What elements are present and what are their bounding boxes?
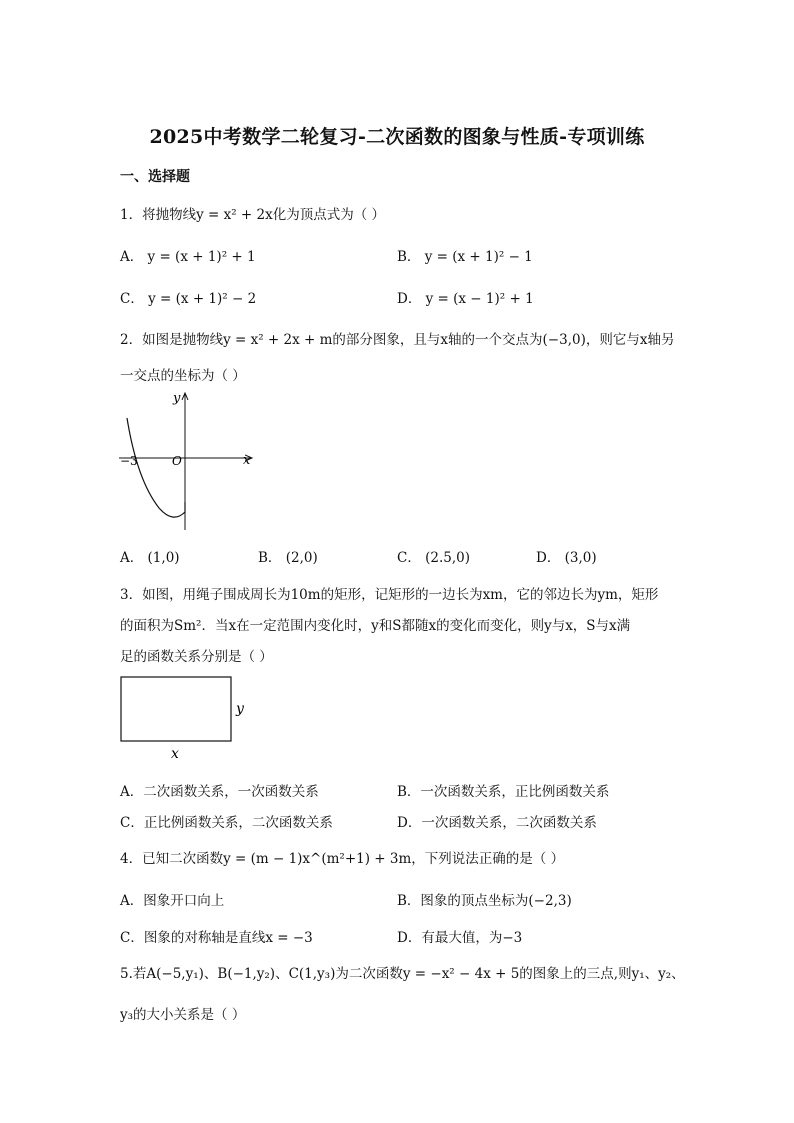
q4-option-d: D．有最大值，为−3 bbox=[397, 930, 523, 946]
q3-option-b: B．一次函数关系，正比例函数关系 bbox=[397, 784, 610, 800]
origin-label: O bbox=[172, 454, 182, 468]
q3-option-a: A．二次函数关系，一次函数关系 bbox=[120, 784, 319, 800]
page-title: 2025中考数学二轮复习-二次函数的图象与性质-专项训练 bbox=[149, 126, 645, 148]
q3-stem-line2: 的面积为Sm²．当x在一定范围内变化时，y和S都随x的变化而变化，则y与x，S与x满 bbox=[120, 618, 631, 634]
q1-option-b: B． y = (x + 1)² − 1 bbox=[397, 249, 533, 265]
q2-parabola-figure bbox=[115, 390, 260, 535]
q2-option-d: D． (3,0) bbox=[536, 550, 597, 566]
q4-option-c: C．图象的对称轴是直线x = −3 bbox=[120, 930, 313, 946]
q4-option-b: B．图象的顶点坐标为(−2,3) bbox=[397, 893, 572, 909]
minus-three-label: −3 bbox=[120, 454, 138, 468]
q1-option-c: C． y = (x + 1)² − 2 bbox=[120, 291, 257, 307]
q1-option-d: D． y = (x − 1)² + 1 bbox=[397, 291, 534, 307]
q3-option-c: C．正比例函数关系，二次函数关系 bbox=[120, 815, 333, 831]
q1-stem: 1．将抛物线y = x² + 2x化为顶点式为（ ） bbox=[120, 207, 386, 223]
q5-stem-line1: 5.若A(−5,y₁)、B(−1,y₂)、C(1,y₃)为二次函数y = −x² − 4x + 5的图象上的三点,则y₁、y₂、 bbox=[120, 966, 685, 982]
q4-option-a: A．图象开口向上 bbox=[120, 893, 225, 909]
q2-option-a: A． (1,0) bbox=[120, 550, 180, 566]
q2-option-b: B． (2,0) bbox=[258, 550, 318, 566]
q3-option-d: D．一次函数关系，二次函数关系 bbox=[397, 815, 597, 831]
rectangle-y-label: y bbox=[236, 701, 244, 717]
q5-stem-line2: y₃的大小关系是（ ） bbox=[120, 1007, 246, 1023]
q2-stem-line2: 一交点的坐标为（ ） bbox=[120, 368, 246, 384]
q2-stem-line1: 2．如图是抛物线y = x² + 2x + m的部分图象，且与x轴的一个交点为(−3,0)，则它与x轴另 bbox=[120, 332, 675, 348]
q3-rectangle-figure bbox=[115, 670, 255, 765]
rectangle-x-label: x bbox=[171, 746, 179, 762]
x-axis-label: x bbox=[243, 453, 251, 468]
y-axis-label: y bbox=[173, 391, 181, 406]
q2-option-c: C． (2.5,0) bbox=[397, 550, 471, 566]
q3-stem-line1: 3．如图，用绳子围成周长为10m的矩形，记矩形的一边长为xm，它的邻边长为ym，矩形 bbox=[120, 587, 659, 603]
q3-stem-line3: 足的函数关系分别是（ ） bbox=[120, 649, 273, 665]
rectangle-shape bbox=[121, 677, 231, 741]
q4-stem: 4．已知二次函数y = (m − 1)x^(m²+1) + 3m，下列说法正确的是（ ） bbox=[120, 851, 565, 867]
section-heading: 一、选择题 bbox=[120, 169, 190, 185]
q1-option-a: A． y = (x + 1)² + 1 bbox=[120, 249, 256, 265]
